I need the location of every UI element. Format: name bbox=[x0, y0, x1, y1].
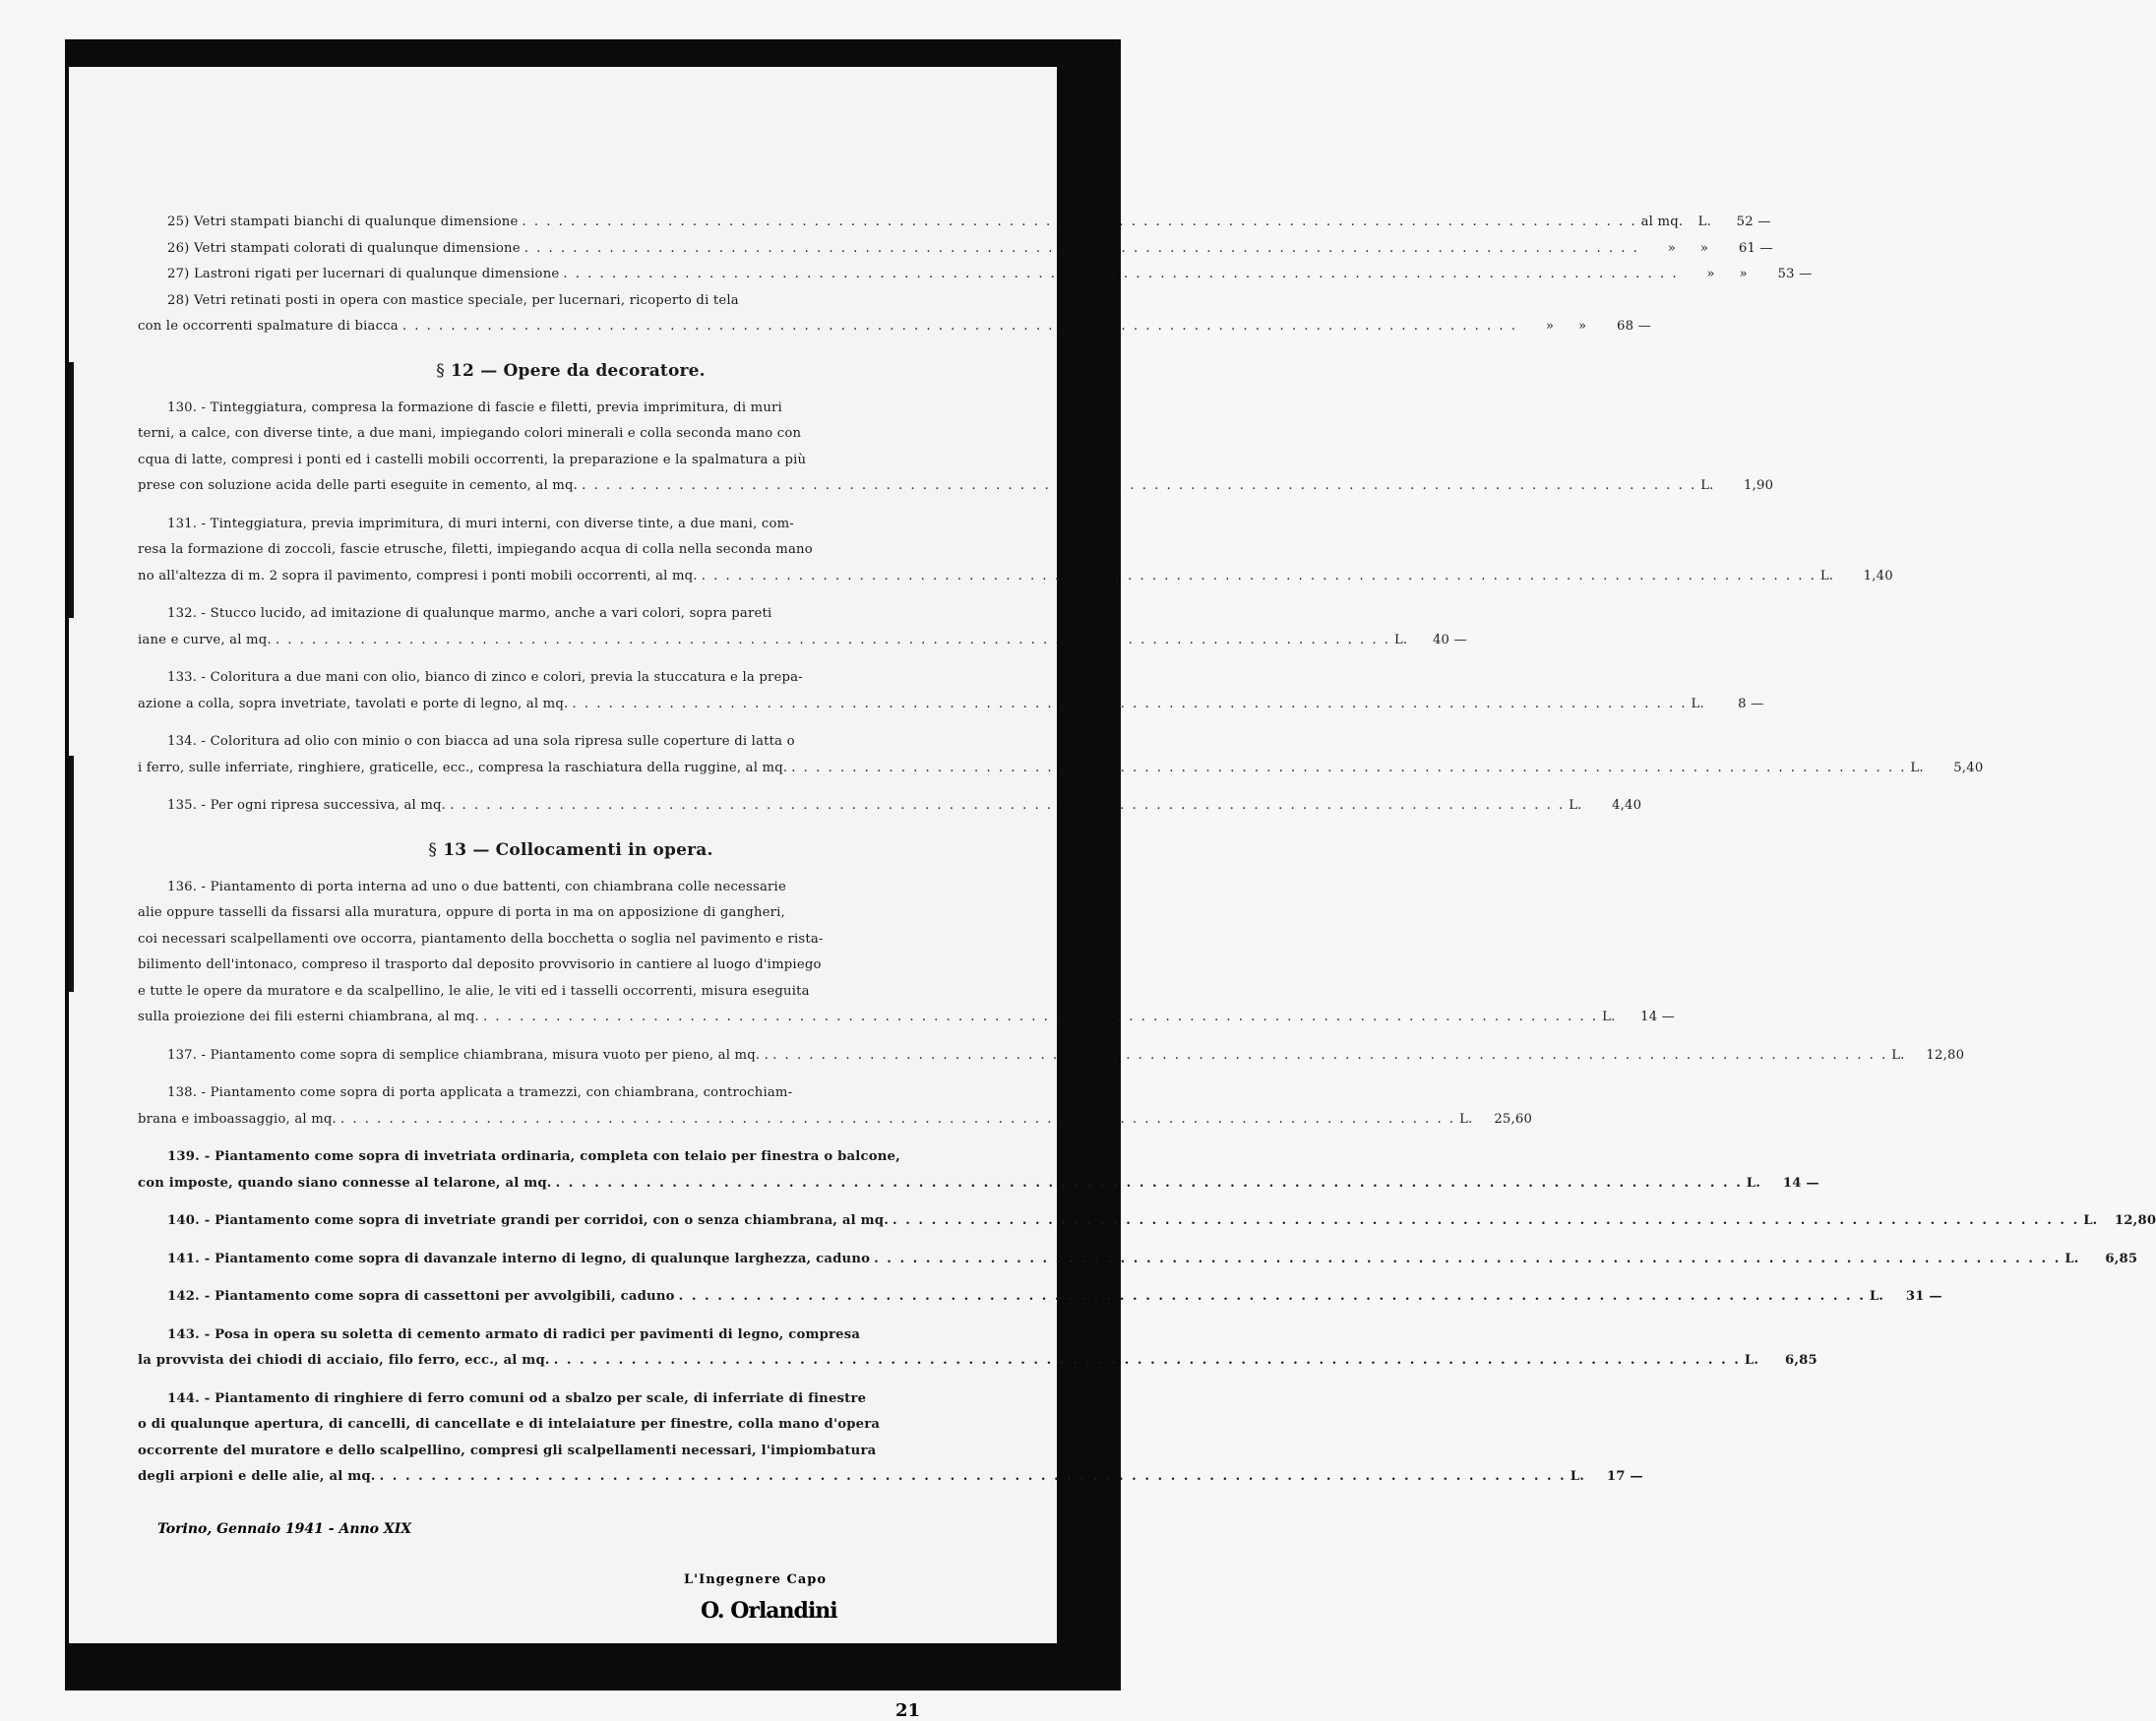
leader-dots bbox=[791, 756, 1906, 782]
item-text-line: e tutte le opere da muratore e da scalpellino, le alie, le viti ed i tasselli occorrenti, misura eseguita bbox=[138, 983, 810, 999]
item-text-line: alie oppure tasselli da fissarsi alla muratura, oppure di porta in ma on apposizione di gangheri, bbox=[138, 905, 785, 920]
item-text-line: 137. - Piantamento come sopra di semplice chiambrana, misura vuoto per pieno, al mq. . bbox=[167, 1047, 770, 1063]
currency-label: L. bbox=[2083, 1213, 2098, 1228]
leader-dots bbox=[380, 1464, 1567, 1491]
list-item: 25) Vetri stampati bianchi di qualunque dimensione . . . al mq. L. 52 — bbox=[138, 210, 1004, 236]
leader-dots bbox=[874, 1247, 2061, 1273]
item-text-line: occorrente del muratore e dello scalpellino, compresi gli scalpellamenti necessari, l'impiombatura bbox=[138, 1443, 877, 1458]
item-text-line: brana e imboassaggio, al mq. bbox=[138, 1111, 337, 1127]
price-value: 8 — bbox=[1738, 696, 1764, 711]
currency-label: L. bbox=[1746, 1175, 1761, 1191]
item-text-line: sulla proiezione dei fili esterni chiambrana, al mq. bbox=[138, 1010, 479, 1024]
list-item bbox=[138, 1322, 1817, 1375]
price-value: 12,80 bbox=[2114, 1213, 2156, 1228]
currency-label: L. bbox=[1891, 1047, 1905, 1063]
leader-dots bbox=[340, 1107, 1455, 1134]
leader-dots bbox=[772, 1043, 1887, 1070]
list-item bbox=[138, 1247, 2138, 1273]
item-text-line: azione a colla, sopra invetriate, tavolati e porte di legno, al mq. bbox=[138, 696, 569, 711]
list-item bbox=[138, 875, 1676, 1031]
price-value: 12,80 bbox=[1926, 1047, 1965, 1063]
item-text-line: iane e curve, al mq. bbox=[138, 632, 272, 647]
item-text-line: 135. - Per ogni ripresa successiva, al mq. bbox=[167, 798, 447, 813]
price-value: 14 — bbox=[1640, 1010, 1676, 1024]
section-13-items bbox=[138, 875, 2156, 1491]
list-item bbox=[138, 1144, 1819, 1197]
list-item bbox=[138, 729, 1984, 781]
price-value: 5,40 bbox=[1953, 760, 1984, 775]
item-price-row bbox=[138, 793, 1642, 820]
list-item: 28) Vetri retinati posti in opera con mastice speciale, per lucernari, ricoperto di tela bbox=[167, 292, 739, 308]
leader-dots bbox=[450, 793, 1565, 820]
item-price-row bbox=[138, 628, 1467, 654]
item-price-row bbox=[138, 1208, 2156, 1235]
page-number: 21 bbox=[895, 1700, 921, 1721]
leader-dots bbox=[276, 628, 1390, 654]
price-value: 14 — bbox=[1782, 1175, 1819, 1191]
currency-label: L. bbox=[1819, 568, 1834, 584]
list-item: 27) Lastroni rigati per lucernari di qualunque dimensione . . . » » 53 — bbox=[138, 262, 1004, 288]
price-value: 17 — bbox=[1606, 1469, 1643, 1484]
item-text-line: i ferro, sulle inferriate, ringhiere, graticelle, ecc., compresa la raschiatura della ruggine, al mq. bbox=[138, 760, 788, 775]
currency-label: L. bbox=[1569, 798, 1582, 813]
item-text-line: 138. - Piantamento come sopra di porta applicata a tramezzi, con chiambrana, controchiam- bbox=[167, 1085, 793, 1100]
item-text-line: no all'altezza di m. 2 sopra il pavimento, compresi i ponti mobili occorrenti, al mq. bbox=[138, 568, 698, 584]
leader-dots bbox=[572, 692, 1687, 718]
date-line: Torino, Gennaio 1941 - Anno XIX bbox=[157, 1521, 412, 1537]
item-price-row bbox=[138, 1005, 1676, 1031]
currency-label: L. bbox=[1744, 1353, 1759, 1368]
list-item bbox=[138, 1284, 1942, 1311]
leader-dots bbox=[556, 1171, 1743, 1198]
item-text-line: terni, a calce, con diverse tinte, a due mani, impiegando colori minerali e colla seconda mano con bbox=[138, 426, 802, 441]
item-text-line: cqua di latte, compresi i ponti ed i castelli mobili occorrenti, la preparazione e la spalmatura a più bbox=[138, 452, 807, 467]
item-text-line: 134. - Coloritura ad olio con minio o con biacca ad una sola ripresa sulle coperture di latta o bbox=[167, 734, 795, 749]
item-text-line: resa la formazione di zoccoli, fascie etrusche, filetti, impiegando acqua di colla nella seconda mano bbox=[138, 542, 813, 557]
price-value: 4,40 bbox=[1612, 798, 1642, 813]
list-item bbox=[138, 601, 1467, 653]
item-text-line: 140. - Piantamento come sopra di invetriate grandi per corridoi, con o senza chiambrana, al mq. bbox=[167, 1213, 890, 1228]
item-text-line: prese con soluzione acida delle parti eseguite in cemento, al mq. bbox=[138, 478, 579, 493]
currency-label: L. bbox=[1869, 1289, 1884, 1304]
section-12-items bbox=[138, 396, 1984, 820]
price-value: 6,85 bbox=[1784, 1353, 1817, 1368]
price-value: 31 — bbox=[1905, 1289, 1942, 1304]
item-price-row bbox=[138, 1348, 1817, 1375]
list-item bbox=[138, 1043, 1965, 1070]
list-item: 26) Vetri stampati colorati di qualunque dimensione . . . » » 61 — bbox=[138, 236, 1004, 263]
signature: O. Orlandini bbox=[701, 1598, 837, 1624]
item-text-line: con imposte, quando siano connesse al telarone, al mq. bbox=[138, 1175, 552, 1191]
list-item bbox=[138, 665, 1764, 717]
item-text-line: degli arpioni e delle alie, al mq. bbox=[138, 1469, 376, 1484]
price-value: 1,40 bbox=[1863, 568, 1893, 584]
currency-label: L. bbox=[1691, 696, 1704, 711]
price-value: 25,60 bbox=[1494, 1111, 1533, 1127]
price-list bbox=[138, 210, 2156, 1491]
leader-dots bbox=[893, 1208, 2079, 1235]
price-value: 6,85 bbox=[2105, 1251, 2138, 1266]
item-text-line: 142. - Piantamento come sopra di cassettoni per avvolgibili, caduno bbox=[167, 1289, 675, 1304]
item-text-line: 132. - Stucco lucido, ad imitazione di qualunque marmo, anche a vari colori, sopra pareti bbox=[167, 606, 772, 621]
currency-label: L. bbox=[1910, 760, 1924, 775]
item-price-row bbox=[138, 473, 1774, 500]
signatory-title: L'Ingegnere Capo bbox=[684, 1572, 828, 1587]
currency-label: L. bbox=[1459, 1111, 1473, 1127]
list-item bbox=[138, 1386, 1643, 1491]
item-text-line: la provvista dei chiodi di acciaio, filo ferro, ecc., al mq. bbox=[138, 1353, 550, 1368]
item-text-line: coi necessari scalpellamenti ove occorra, piantamento della bocchetta o soglia nel pavimento e ristа- bbox=[138, 931, 824, 947]
item-price-row bbox=[138, 1464, 1643, 1491]
list-item bbox=[138, 396, 1774, 500]
section-heading: § 12 — Opere da decoratore. bbox=[436, 360, 706, 381]
left-edge-shadow bbox=[69, 756, 74, 992]
currency-label: L. bbox=[2064, 1251, 2079, 1266]
list-item bbox=[138, 1080, 1533, 1133]
left-edge-shadow bbox=[69, 362, 74, 618]
item-text-line: 130. - Tinteggiatura, compresa la formazione di fascie e filetti, previa imprimitura, di muri bbox=[167, 400, 782, 415]
section-heading: § 13 — Collocamenti in opera. bbox=[428, 839, 713, 860]
item-price-row bbox=[138, 1247, 2138, 1273]
list-item bbox=[138, 793, 1642, 820]
document-page bbox=[69, 67, 2156, 1721]
item-text-line: 143. - Posa in opera su soletta di cemento armato di radici per pavimenti di legno, compresa bbox=[167, 1326, 861, 1342]
item-price-row bbox=[138, 1107, 1533, 1134]
item-text-line: 131. - Tinteggiatura, previa imprimitura, di muri interni, con diverse tinte, a due mani, com- bbox=[167, 516, 794, 531]
item-text-line: bilimento dell'intonaco, compreso il trasporto dal deposito provvisorio in cantiere al luogo d'impiego bbox=[138, 957, 822, 972]
list-item bbox=[138, 1208, 2156, 1235]
leader-dots bbox=[582, 473, 1696, 500]
list-item: con le occorrenti spalmature di biacca . . . » » 68 — bbox=[138, 314, 1004, 340]
currency-label: L. bbox=[1602, 1010, 1616, 1024]
leader-dots bbox=[679, 1284, 1866, 1311]
item-price-row bbox=[138, 692, 1764, 718]
list-item bbox=[138, 512, 1893, 590]
item-price-row bbox=[138, 564, 1893, 590]
item-price-row bbox=[138, 756, 1984, 782]
item-text-line: 141. - Piantamento come sopra di davanzale interno di legno, di qualunque larghezza, caduno bbox=[167, 1251, 871, 1266]
currency-label: L. bbox=[1700, 478, 1714, 493]
item-price-row bbox=[138, 1043, 1965, 1070]
item-text-line: 133. - Coloritura a due mani con olio, bianco di zinco e colori, previa la stuccatura e la prepa- bbox=[167, 670, 803, 685]
item-text-line: 136. - Piantamento di porta interna ad uno o due battenti, con chiambrana colle necessarie bbox=[167, 879, 786, 894]
leader-dots bbox=[702, 564, 1817, 590]
leader-dots bbox=[554, 1348, 1741, 1375]
leader-dots bbox=[483, 1005, 1598, 1031]
currency-label: L. bbox=[1570, 1469, 1585, 1484]
item-price-row bbox=[138, 1171, 1819, 1198]
currency-label: L. bbox=[1393, 632, 1408, 647]
item-text-line: 139. - Piantamento come sopra di invetriata ordinaria, completa con telaio per finestra o balcone, bbox=[167, 1149, 900, 1164]
price-value: 40 — bbox=[1432, 632, 1467, 647]
item-price-row bbox=[138, 1284, 1942, 1311]
item-text-line: 144. - Piantamento di ringhiere di ferro comuni od a sbalzo per scale, di inferriate di finestre bbox=[167, 1390, 867, 1406]
item-text-line: o di qualunque apertura, di cancelli, di cancellate e di intelaiature per finestre, colla mano d'opera bbox=[138, 1417, 881, 1432]
price-value: 1,90 bbox=[1744, 478, 1774, 493]
